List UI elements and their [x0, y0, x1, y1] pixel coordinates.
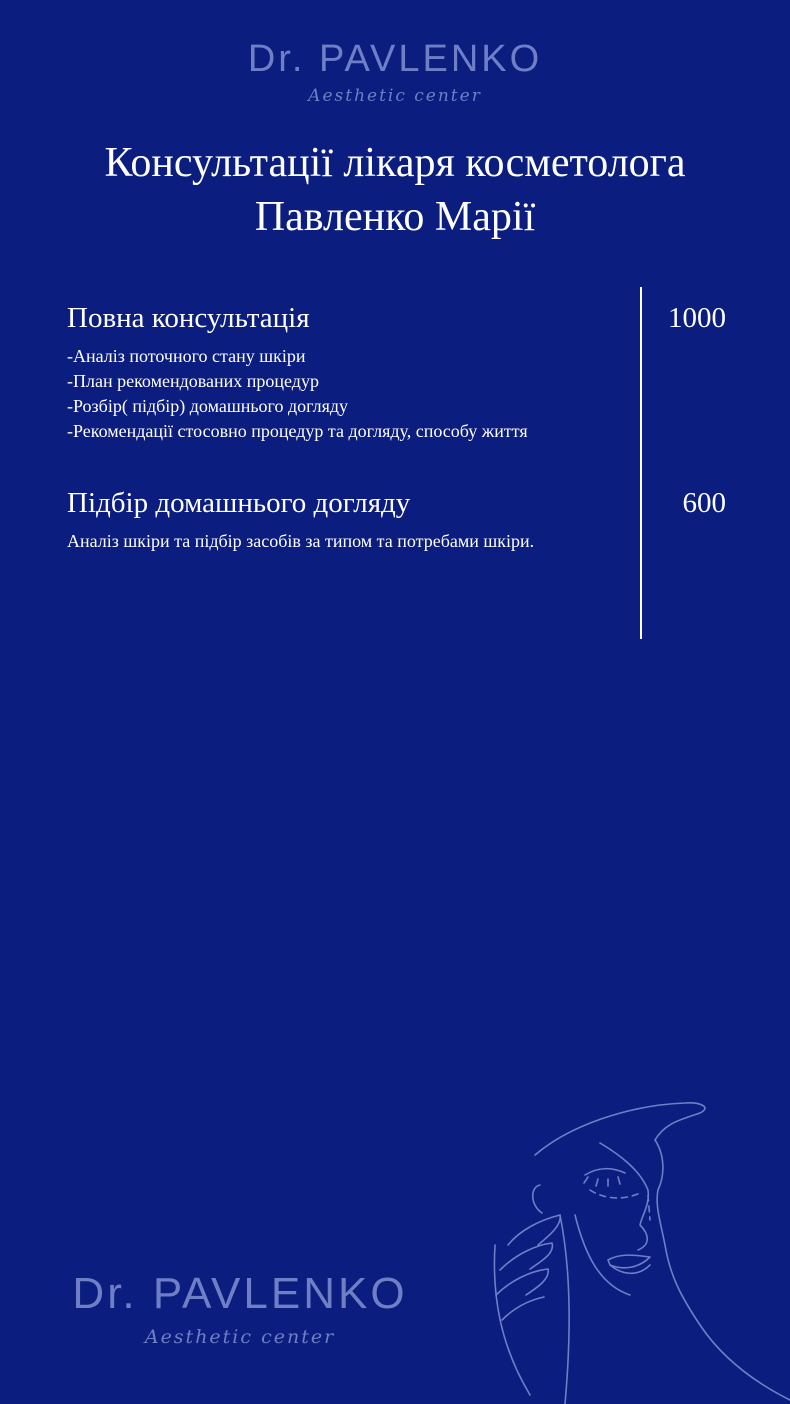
page-title-line2: Павленко Марії: [254, 194, 536, 240]
service-detail-item: -Аналіз поточного стану шкіри: [67, 346, 306, 366]
brand-logo-top: [0, 40, 790, 106]
service-name: Підбір домашнього догляду: [67, 487, 411, 519]
face-line-art-icon: [490, 1095, 790, 1404]
page-title-line1: Консультації лікаря косметолога: [104, 140, 686, 186]
service-details: [67, 344, 637, 444]
service-name: Повна консультація: [67, 302, 310, 334]
service-price: 600: [682, 487, 726, 519]
brand-logo-bottom: [60, 1269, 420, 1348]
page-title: [0, 136, 790, 244]
service-detail-item: -Рекомендації стосовно процедур та догляду, способу життя: [67, 421, 528, 441]
brand-tagline: Aesthetic center: [308, 86, 482, 106]
service-detail-item: -Розбір( підбір) домашнього догляду: [67, 396, 349, 416]
brand-tagline: Aesthetic center: [144, 1326, 336, 1348]
service-detail-item: -План рекомендованих процедур: [67, 371, 319, 391]
price-column-divider: [640, 287, 642, 639]
brand-name: Dr. PAVLENKO: [247, 38, 543, 80]
brand-name: Dr. PAVLENKO: [72, 1269, 408, 1318]
service-full-consultation: [67, 300, 637, 444]
service-price: 1000: [668, 302, 726, 334]
service-description: Аналіз шкіри та підбір засобів за типом та потребами шкіри.: [67, 531, 535, 551]
service-home-care-selection: [67, 485, 637, 554]
